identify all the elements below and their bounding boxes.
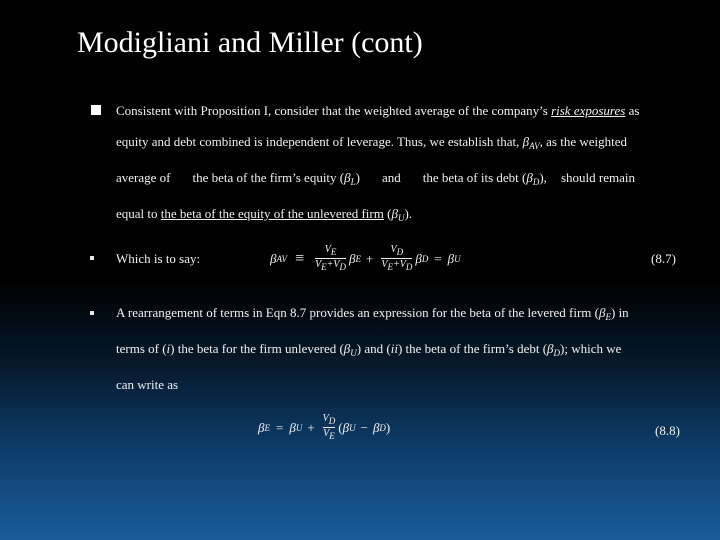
text: and — [381, 170, 401, 185]
numerator: V — [322, 413, 329, 424]
beta-symbol: β — [349, 250, 356, 266]
text: A rearrangement of terms in Eqn 8.7 provides an expression for the beta of the levered firm ( — [116, 305, 599, 320]
subscript: E — [264, 422, 270, 433]
paren-close: ) — [385, 419, 391, 435]
subscript: D — [339, 262, 347, 272]
paragraph-proposition — [116, 95, 682, 234]
beta-symbol: β — [289, 419, 296, 435]
beta-symbol: β — [547, 341, 554, 356]
text: ( — [383, 206, 392, 221]
para1-line2 — [116, 126, 682, 162]
beta-symbol: β — [344, 170, 351, 185]
para1-line3 — [116, 162, 682, 198]
text: ). — [404, 206, 413, 221]
text: ), — [539, 170, 547, 185]
subscript: AV — [529, 141, 540, 151]
denominator: V — [381, 259, 388, 270]
text: ) — [355, 170, 360, 185]
subscript: D — [328, 416, 336, 426]
unlevered-beta-link[interactable]: the beta of the equity of the unlevered firm — [160, 206, 384, 221]
beta-symbol: β — [342, 419, 350, 435]
slide-title: Modigliani and Miller (cont) — [77, 26, 423, 59]
text: the beta of the firm’s equity ( — [192, 170, 345, 185]
denominator: V — [323, 428, 330, 439]
para1-line4 — [116, 198, 682, 234]
text: as — [625, 103, 640, 118]
fraction-debt-equity — [323, 413, 336, 442]
equation-8-7 — [270, 244, 461, 273]
text: the beta of its debt ( — [422, 170, 527, 185]
text: average of — [116, 170, 171, 185]
risk-exposures-link[interactable]: risk exposures — [551, 103, 626, 118]
subscript: D — [379, 422, 386, 433]
para3-line1 — [116, 297, 682, 333]
subscript: E — [330, 247, 337, 257]
subscript: E — [355, 253, 362, 264]
subscript: E — [321, 262, 327, 272]
beta-symbol: β — [447, 250, 455, 266]
subscript: D — [532, 177, 540, 187]
roman-numeral: i — [166, 341, 171, 356]
equation-number-8-7: (8.7) — [651, 251, 676, 266]
text: ) the beta for the firm unlevered ( — [170, 341, 344, 356]
para3-line2 — [116, 333, 682, 369]
beta-symbol: β — [522, 134, 530, 149]
subscript: E — [387, 262, 393, 272]
beta-symbol: β — [258, 419, 265, 435]
text: ) and ( — [356, 341, 391, 356]
subscript: U — [295, 422, 303, 433]
para1-line1 — [116, 95, 682, 126]
minus-sign: − — [360, 419, 368, 435]
subscript: E — [605, 312, 611, 322]
subscript: E — [329, 431, 335, 441]
subscript: L — [350, 177, 356, 187]
text: equal to — [116, 206, 161, 221]
text: ) in — [610, 305, 629, 320]
roman-numeral: ii — [390, 341, 398, 356]
beta-symbol: β — [343, 341, 351, 356]
text: ); which we — [560, 341, 622, 356]
subscript: D — [396, 247, 404, 257]
fraction-equity-weight — [315, 244, 346, 273]
bullet-small-icon — [90, 311, 94, 315]
fraction-debt-weight — [381, 244, 412, 273]
denominator-plus: +V — [392, 259, 406, 270]
subscript: D — [421, 253, 429, 264]
beta-symbol: β — [599, 305, 606, 320]
equals-sign: = — [434, 250, 442, 266]
text: should remain — [560, 170, 635, 185]
equals-sign: = — [275, 419, 284, 435]
which-is-to-say-text: Which is to say: — [116, 251, 201, 266]
subscript: D — [553, 348, 561, 358]
text: ) the beta of the firm’s debt ( — [397, 341, 548, 356]
paren-open: ( — [338, 419, 343, 435]
subscript: U — [397, 213, 405, 223]
equiv-sign: ≡ — [295, 249, 305, 267]
beta-symbol: β — [372, 419, 380, 435]
text: terms of ( — [116, 341, 167, 356]
equation-number-8-8: (8.8) — [655, 423, 680, 438]
plus-sign: + — [307, 419, 315, 435]
beta-symbol: β — [526, 170, 533, 185]
subscript: AV — [276, 253, 288, 264]
text: , as the weighted — [539, 134, 628, 149]
beta-symbol: β — [270, 250, 277, 266]
text: Consistent with Proposition I, consider that the weighted average of the company’s — [116, 103, 552, 118]
subscript: U — [349, 422, 356, 433]
equation-8-8 — [258, 413, 390, 442]
beta-symbol: β — [391, 206, 398, 221]
subscript: U — [454, 253, 461, 264]
numerator: V — [390, 244, 397, 255]
plus-sign: + — [366, 250, 374, 266]
beta-symbol: β — [415, 250, 422, 266]
text: equity and debt combined is independent of leverage. Thus, we establish that, — [116, 134, 523, 149]
para3-line3: can write as — [116, 377, 179, 392]
bullet-small-icon — [90, 256, 94, 260]
paragraph-rearrangement — [116, 297, 682, 400]
denominator: V — [315, 259, 322, 270]
subscript: U — [350, 348, 357, 358]
numerator: V — [324, 244, 331, 255]
subscript: D — [405, 262, 413, 272]
denominator-plus: +V — [326, 259, 340, 270]
bullet-square-icon — [91, 105, 101, 115]
